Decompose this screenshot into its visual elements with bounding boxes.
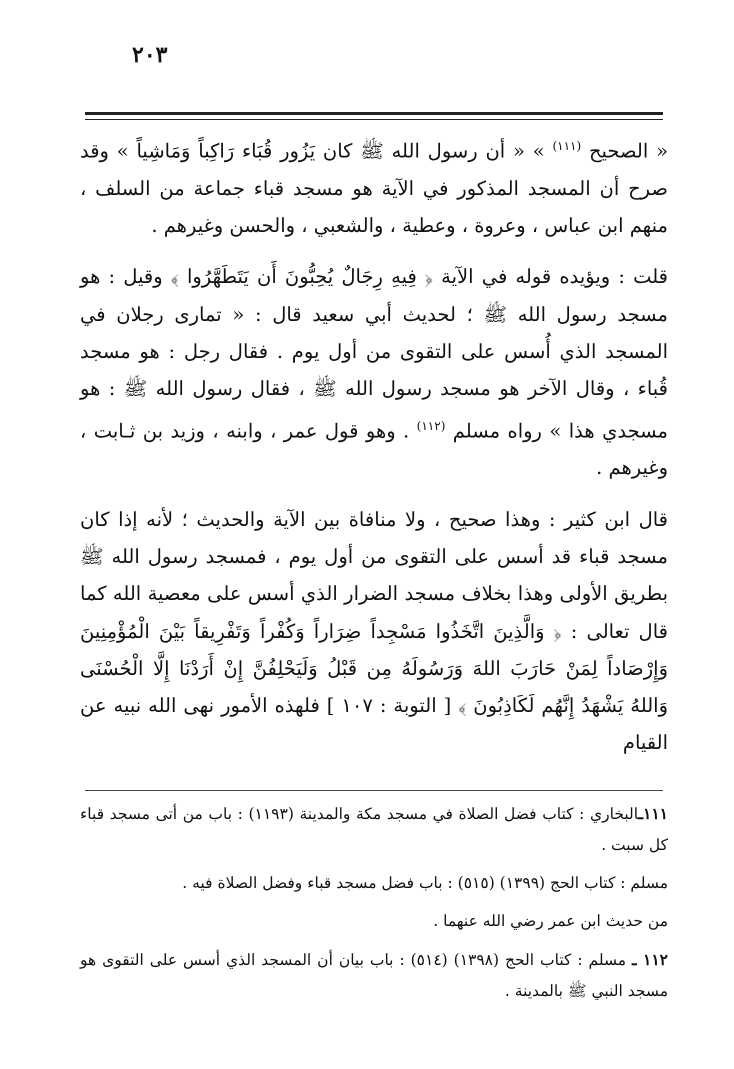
paragraph-3-text: قال ابن كثير : وهذا صحيح ، ولا منافاة بين الآية والحديث ؛ لأنه إذا كان مسجد قباء قد أسس على التقوى من أول يوم ، فمسجد رسول الله ﷺ بطريق الأولى وهذا بخلاف مسجد الضرار الذي أسس على معصية الله كما قال تعالى : ﴿ وَالَّذِينَ اتَّخَذُوا مَسْجِداً ضِرَاراً وَكُفْراً وَتَفْرِيقاً بَيْنَ الْمُؤْمِنِينَ وَإِرْصَاداً لِمَنْ حَارَبَ اللهَ وَرَسُولَهُ مِن قَبْلُ وَلَيَحْلِفُنَّ إِنْ أَرَدْنَا إِلَّا الْحُسْنَى وَاللهُ يَشْهَدُ إِنَّهُم لَكَاذِبُونَ ﴾ [ التوبة : ١٠٧ ] فلهذه الأمور نهى الله نبيه عن القيام [80, 507, 668, 755]
footnote-111-source [80, 906, 668, 937]
paragraph-2-end: . وهو قول عمر ، وابنه ، وزيد بن ثـابت ، وغيرهم . [80, 419, 668, 480]
footnote-ref-112: (١١٢) [416, 418, 446, 433]
footnote-separator [85, 790, 663, 791]
footnote-number: ١١١ـ [638, 804, 668, 823]
paragraph-2-start: قلت : ويؤيده قوله في الآية ﴿ فِيهِ رِجَالٌ يُحِبُّونَ أَن يَتَطَهَّرُوا ﴾ وقيل : هو مسجد رسول الله ﷺ ؛ لحديث أبي سعيد قال : « تمارى رجلان في المسجد الذي أُسس على التقوى من أول يوم . فقال رجل : هو مسجد قُباء ، وقال الآخر هو مسجد رسول الله ﷺ ، فقال رسول الله ﷺ : هو مسجدي هذا » رواه مسلم [80, 265, 668, 443]
footnotes [80, 798, 668, 1014]
footnote-number: ١١٢ ـ [632, 950, 668, 969]
paragraph-1-end: » « أن رسول الله ﷺ كان يَزُور قُبَاء رَاكِباً وَمَاشِياً » وقد صرح أن المسجد المذكور في الآية هو مسجد قباء جماعة من السلف ، منهم ابن عباس ، وعروة ، وعطية ، والشعبي ، والحسن وغيرهم . [80, 139, 668, 238]
paragraph-3 [80, 501, 668, 762]
page-number: ٢٠٣ [132, 42, 168, 68]
paragraph-1-start: « الصحيح [581, 139, 669, 163]
header-rule-thin [85, 119, 663, 120]
paragraph-2 [80, 258, 668, 486]
footnote-text: البخاري : كتاب فضل الصلاة في مسجد مكة والمدينة (١١٩٣) : باب من أتى مسجد قباء كل سبت . [80, 805, 668, 854]
footnote-111-muslim [80, 868, 668, 899]
footnote-text: مسلم : كتاب الحج (١٣٩٨) (٥١٤) : باب بيان أن المسجد الذي أسس على التقوى هو مسجد النبي ﷺ بالمدينة . [80, 951, 668, 1000]
footnote-111 [80, 798, 668, 861]
footnote-ref-111: (١١١) [552, 139, 582, 153]
paragraph-1 [80, 128, 668, 244]
footnote-text: من حديث ابن عمر رضي الله عنهما . [433, 912, 668, 930]
header-rule-thick [85, 112, 663, 115]
footnote-112 [80, 944, 668, 1007]
body-text [80, 128, 668, 776]
footnote-text: مسلم : كتاب الحج (١٣٩٩) (٥١٥) : باب فضل مسجد قباء وفضل الصلاة فيه . [182, 874, 668, 892]
